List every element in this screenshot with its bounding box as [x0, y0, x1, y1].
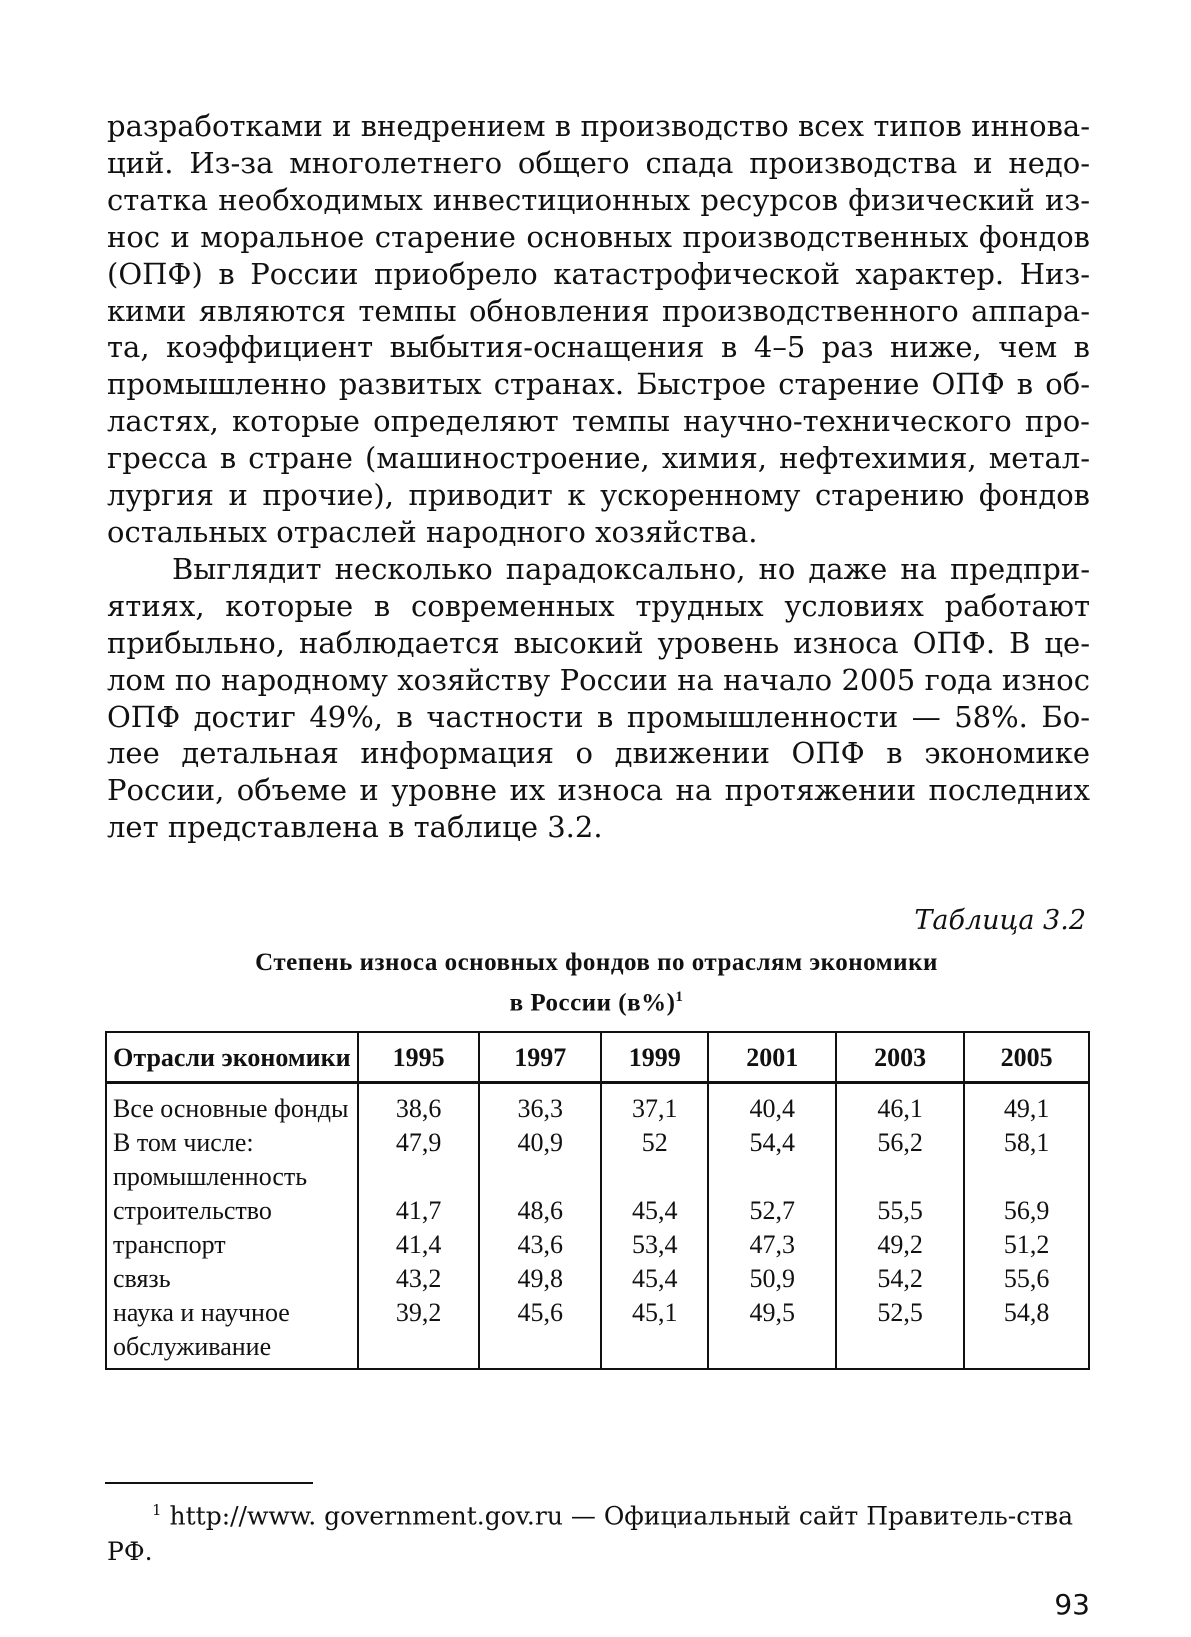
table-cell: 46,1	[836, 1083, 964, 1127]
table-cell: 51,2	[964, 1228, 1089, 1262]
table-cell: 45,6	[479, 1296, 601, 1369]
table-cell: 39,2	[358, 1296, 480, 1369]
table-cell: 40,9	[479, 1126, 601, 1194]
row-label: наука и научное обслуживание	[106, 1296, 358, 1369]
table-cell: 56,2	[836, 1126, 964, 1194]
footnote-mark: 1	[152, 1501, 162, 1519]
table-cell: 49,5	[708, 1296, 836, 1369]
header-year: 2005	[964, 1032, 1089, 1083]
table-cell: 47,3	[708, 1228, 836, 1262]
row-label: В том числе: промышленность	[106, 1126, 358, 1194]
table-title-footnote-mark: 1	[675, 989, 684, 1005]
table-cell: 36,3	[479, 1083, 601, 1127]
table-cell: 45,4	[601, 1194, 708, 1228]
header-year: 2001	[708, 1032, 836, 1083]
table-cell: 47,9	[358, 1126, 480, 1194]
table-cell: 38,6	[358, 1083, 480, 1127]
row-label: связь	[106, 1262, 358, 1296]
table-cell: 49,1	[964, 1083, 1089, 1127]
table-cell: 53,4	[601, 1228, 708, 1262]
table-title-line-2	[107, 980, 1086, 1020]
header-year: 1995	[358, 1032, 480, 1083]
wear-table	[105, 1031, 1090, 1370]
table-title-line-1: Степень износа основных фондов по отраслям экономики	[255, 949, 938, 976]
table-cell: 58,1	[964, 1126, 1089, 1194]
table-header-row	[106, 1032, 1089, 1083]
table-cell: 43,2	[358, 1262, 480, 1296]
table-cell: 40,4	[708, 1083, 836, 1127]
paragraph-1: разработками и внедрением в производство всех типов иннова-ций. Из-за многолетнего общего спада производства и недо-статка необходимых инвестиционных ресурсов физический из-нос и моральное старение основных производственных фондов (ОПФ) в России приобрело катастрофической характер. Низ-кими являются темпы обновления производственного аппара-та, коэффициент выбытия-оснащения в 4–5 раз ниже, чем в промышленно развитых странах. Быстрое старение ОПФ в об-ластях, которые определяют темпы научно-технического про-гресса в стране (машиностроение, химия, нефтехимия, метал-лургия и прочие), приводит к ускоренному старению фондов остальных отраслей народного хозяйства.	[107, 109, 1090, 549]
header-sector: Отрасли экономики	[106, 1032, 358, 1083]
footnote-text: http://www. government.gov.ru — Официальный сайт Правитель-ства РФ.	[107, 1501, 1074, 1567]
table-cell: 45,4	[601, 1262, 708, 1296]
table-cell: 55,6	[964, 1262, 1089, 1296]
row-label: транспорт	[106, 1228, 358, 1262]
table-title-line-2-text: в России (в%)	[509, 989, 676, 1017]
table-cell: 49,2	[836, 1228, 964, 1262]
header-year: 1997	[479, 1032, 601, 1083]
row-label: строительство	[106, 1194, 358, 1228]
table-row	[106, 1296, 1089, 1369]
table-cell: 52	[601, 1126, 708, 1194]
table-row	[106, 1228, 1089, 1262]
table-cell: 41,7	[358, 1194, 480, 1228]
table-cell: 52,5	[836, 1296, 964, 1369]
table-cell: 54,4	[708, 1126, 836, 1194]
footnote-divider	[105, 1482, 313, 1484]
table-cell: 49,8	[479, 1262, 601, 1296]
table-cell: 43,6	[479, 1228, 601, 1262]
table-cell: 55,5	[836, 1194, 964, 1228]
row-label: Все основные фонды	[106, 1083, 358, 1127]
table-cell: 50,9	[708, 1262, 836, 1296]
table-row	[106, 1126, 1089, 1194]
table-cell: 48,6	[479, 1194, 601, 1228]
table-label: Таблица 3.2	[914, 905, 1086, 936]
table-cell: 45,1	[601, 1296, 708, 1369]
footnote	[107, 1492, 1090, 1570]
table-cell: 52,7	[708, 1194, 836, 1228]
paragraph-2: Выглядит несколько парадоксально, но даже на предпри-ятиях, которые в современных трудных условиях работают прибыльно, наблюдается высокий уровень износа ОПФ. В це-лом по народному хозяйству России на начало 2005 года износ ОПФ достиг 49%, в частности в промышленности — 58%. Бо-лее детальная информация о движении ОПФ в экономике России, объеме и уровне их износа на протяжении последних лет представлена в таблице 3.2.	[107, 551, 1090, 845]
page-number: 93	[1054, 1588, 1090, 1621]
table-cell: 54,2	[836, 1262, 964, 1296]
header-year: 1999	[601, 1032, 708, 1083]
table-cell: 54,8	[964, 1296, 1089, 1369]
table-cell: 56,9	[964, 1194, 1089, 1228]
body-text	[107, 108, 1090, 846]
table-row	[106, 1194, 1089, 1228]
header-year: 2003	[836, 1032, 964, 1083]
table-cell: 37,1	[601, 1083, 708, 1127]
table-row	[106, 1083, 1089, 1127]
table-row	[106, 1262, 1089, 1296]
table-title	[107, 945, 1086, 1020]
table-cell: 41,4	[358, 1228, 480, 1262]
